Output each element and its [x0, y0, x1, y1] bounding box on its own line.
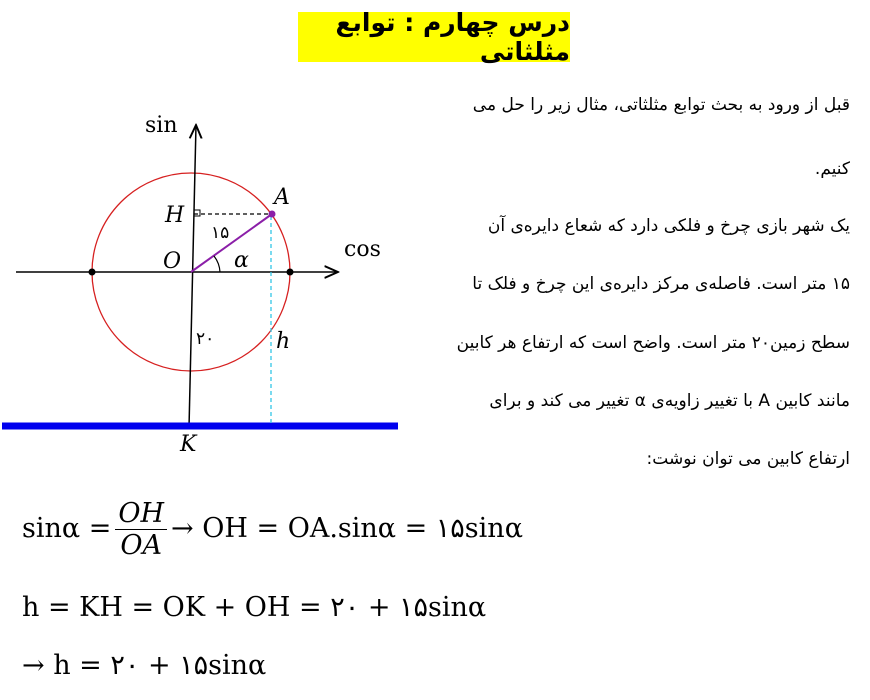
label-o: O: [163, 249, 182, 274]
eq1-numerator: OH: [115, 498, 167, 530]
equation-1: [22, 498, 523, 561]
eq1-lhs: sinα =: [22, 513, 112, 544]
paragraph-line-2: کنیم.: [814, 159, 850, 179]
label-a: A: [274, 185, 290, 210]
label-h-point: H: [165, 203, 185, 228]
paragraph-line-6: مانند کابین A با تغییر زاویه‌ی α تغییر می کند و برای: [489, 391, 850, 411]
eq1-fraction: [115, 498, 167, 561]
label-h-height: h: [276, 329, 291, 354]
eq1-rhs: → OH = OA.sinα = ۱۵sinα: [171, 513, 523, 544]
point-a-dot: [269, 211, 276, 218]
eq1-denominator: OA: [120, 530, 162, 561]
sin-axis-label: sin: [145, 113, 178, 138]
paragraph-line-1: قبل از ورود به بحث توابع مثلثاتی، مثال زیر را حل می: [472, 95, 850, 115]
cos-axis-label: cos: [344, 237, 381, 262]
radius-segment: [191, 214, 272, 272]
paragraph-line-7: ارتفاع کابین می توان نوشت:: [646, 449, 850, 469]
label-k: K: [180, 432, 197, 457]
right-intersection-dot: [287, 269, 294, 276]
paragraph-line-3: یک شهر بازی چرخ و فلکی دارد که شعاع دایره‌ی آن: [487, 216, 850, 236]
label-alpha: α: [234, 248, 249, 273]
paragraph-line-4: ۱۵ متر است. فاصله‌ی مرکز دایره‌ی این چرخ و فلک تا: [472, 274, 850, 294]
left-intersection-dot: [89, 269, 96, 276]
unit-circle-diagram: [0, 0, 410, 470]
y-axis: [189, 125, 196, 428]
angle-arc: [214, 256, 220, 272]
label-radius-15: ۱۵: [211, 223, 230, 243]
equation-3: → h = ۲۰ + ۱۵sinα: [22, 650, 267, 681]
paragraph-line-5: سطح زمین۲۰ متر است. واضح است که ارتفاع هر کابین: [456, 333, 850, 353]
label-ok-20: ۲۰: [196, 329, 215, 349]
equation-2: h = KH = OK + OH = ۲۰ + ۱۵sinα: [22, 592, 487, 623]
right-angle-marker: [194, 210, 200, 216]
lesson-title: درس چهارم : توابع مثلثاتی: [298, 12, 570, 62]
